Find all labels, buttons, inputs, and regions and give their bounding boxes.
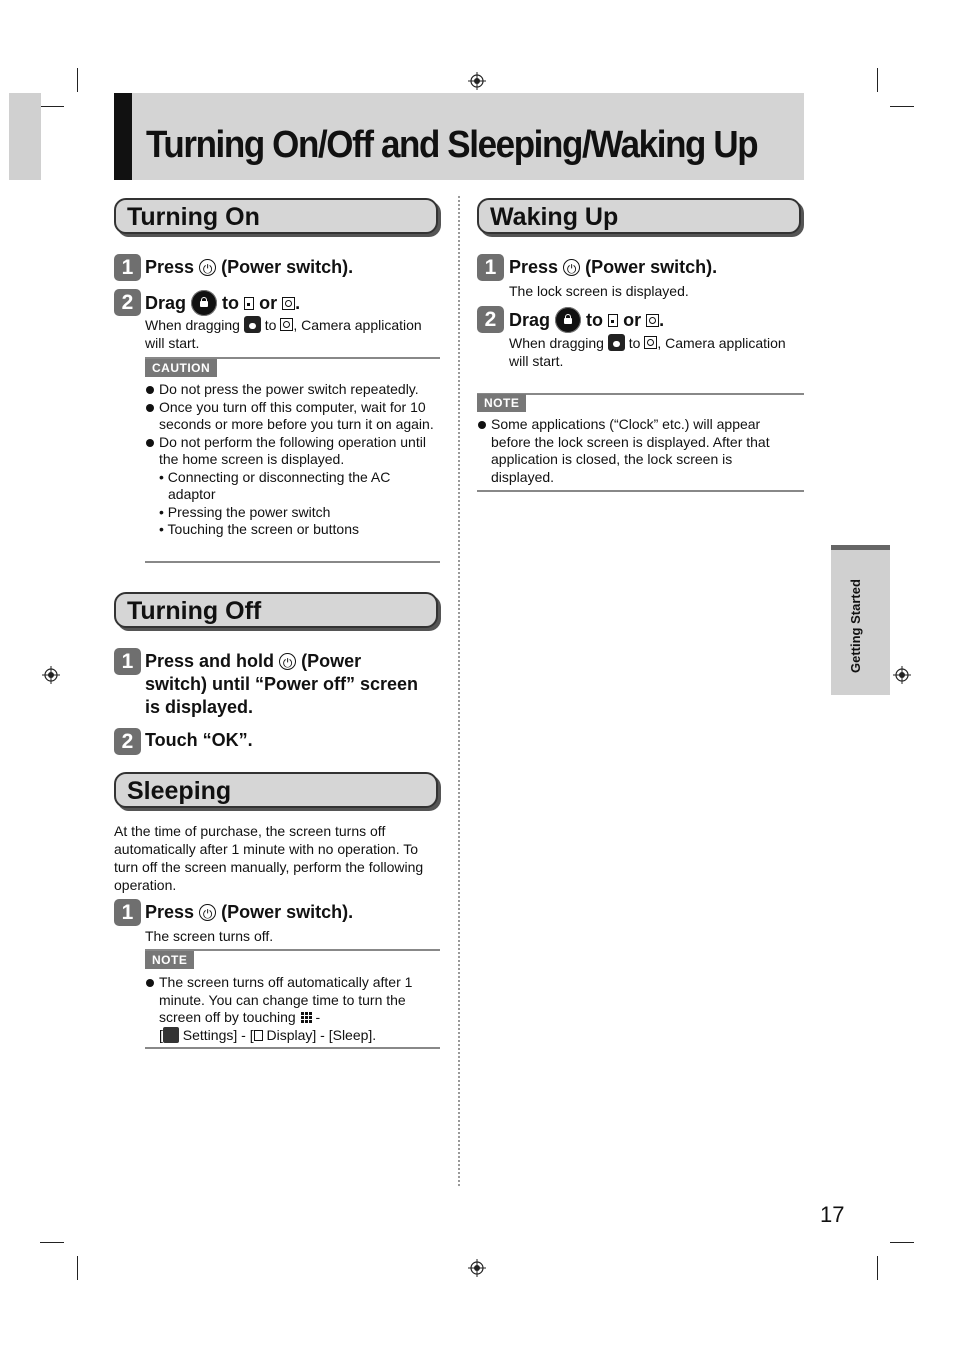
title-accent-bar bbox=[114, 93, 132, 180]
crop-mark bbox=[77, 1256, 78, 1280]
camera-icon bbox=[280, 318, 293, 331]
step-text: . bbox=[659, 310, 665, 330]
step-number: 2 bbox=[477, 306, 504, 333]
step-text: (Power switch). bbox=[221, 257, 354, 277]
step-text: (Power bbox=[301, 651, 362, 671]
power-icon bbox=[279, 653, 296, 670]
registration-mark-icon bbox=[468, 72, 486, 90]
list-item-text: The screen turns off automatically after 1 minute. You can change time to turn the screen off by touching bbox=[159, 974, 413, 1025]
step-heading bbox=[509, 256, 717, 279]
caution-label: CAUTION bbox=[145, 359, 217, 377]
step-text: Press and hold bbox=[145, 651, 275, 671]
unlock-icon bbox=[608, 314, 618, 327]
list-item-text: - bbox=[315, 1009, 321, 1025]
step-text: (Power switch). bbox=[585, 257, 718, 277]
power-icon bbox=[199, 259, 216, 276]
step-heading bbox=[145, 650, 418, 719]
sub-list-item-text: • Connecting or disconnecting the AC adaptor bbox=[159, 468, 391, 502]
settings-icon bbox=[163, 1027, 179, 1043]
crop-mark bbox=[40, 106, 64, 107]
power-icon bbox=[563, 259, 580, 276]
list-item-text: Some applications (“Clock” etc.) will appear before the lock screen is displayed. After that application is closed, the lock screen is displayed. bbox=[491, 416, 770, 485]
step-heading bbox=[145, 290, 300, 316]
step-text: is displayed. bbox=[145, 697, 254, 717]
note-list bbox=[146, 974, 440, 1044]
step-text: or bbox=[623, 310, 642, 330]
list-item-text: Display] - [Sleep]. bbox=[266, 1026, 377, 1043]
unlock-icon bbox=[244, 297, 254, 310]
step-number: 2 bbox=[114, 728, 141, 755]
step-text: switch) until “Power off” screen bbox=[145, 674, 419, 694]
list-item-text: Do not perform the following operation until the home screen is displayed. bbox=[159, 433, 426, 467]
camera-icon bbox=[644, 336, 657, 349]
note-label: NOTE bbox=[477, 394, 526, 412]
step-text: Press bbox=[145, 257, 195, 277]
step-heading bbox=[145, 256, 353, 279]
edge-tab bbox=[9, 93, 41, 180]
step-text: Drag bbox=[145, 293, 187, 313]
page-title: Turning On/Off and Sleeping/Waking Up bbox=[146, 124, 758, 166]
list-item bbox=[478, 416, 778, 486]
page-number: 17 bbox=[820, 1202, 845, 1227]
lock-icon bbox=[244, 316, 261, 333]
crop-mark bbox=[877, 1256, 878, 1280]
registration-mark-icon bbox=[893, 666, 911, 684]
section-heading-turning-off bbox=[114, 592, 438, 628]
side-tab-label: Getting Started bbox=[848, 579, 863, 673]
step-number: 1 bbox=[114, 254, 141, 281]
note-label: NOTE bbox=[145, 951, 194, 969]
body-text: to bbox=[264, 317, 277, 333]
list-item bbox=[146, 399, 440, 434]
step-number: 2 bbox=[114, 289, 141, 316]
lock-icon bbox=[191, 290, 217, 316]
display-icon bbox=[254, 1030, 263, 1041]
sub-list-item bbox=[146, 469, 440, 504]
step-heading bbox=[509, 307, 664, 333]
sub-list-item-text: • Pressing the power switch bbox=[159, 503, 331, 520]
lock-icon bbox=[555, 307, 581, 333]
step-body: The screen turns off. bbox=[145, 928, 274, 944]
camera-icon bbox=[646, 314, 659, 327]
list-item-text: Do not press the power switch repeatedly. bbox=[159, 381, 419, 397]
section-heading-text: Turning On bbox=[127, 203, 260, 231]
step-text: to bbox=[586, 310, 604, 330]
step-heading: Touch “OK”. bbox=[145, 730, 253, 750]
step-text: . bbox=[295, 293, 301, 313]
body-text: to bbox=[628, 335, 641, 351]
list-item bbox=[146, 381, 440, 399]
crop-mark bbox=[77, 68, 78, 92]
step-heading bbox=[145, 901, 353, 924]
step-body bbox=[509, 334, 801, 370]
body-text: When dragging bbox=[145, 317, 240, 333]
crop-mark bbox=[890, 1242, 914, 1243]
step-body: The lock screen is displayed. bbox=[509, 283, 689, 299]
list-item-text: Once you turn off this computer, wait for 10 seconds or more before you turn it on again. bbox=[159, 398, 434, 432]
crop-mark bbox=[890, 106, 914, 107]
sub-list-item bbox=[146, 504, 440, 522]
step-body bbox=[145, 316, 440, 352]
caution-rule-bottom bbox=[145, 561, 440, 563]
step-text: Press bbox=[509, 257, 559, 277]
section-heading-text: Sleeping bbox=[127, 777, 232, 805]
step-text: Press bbox=[145, 902, 195, 922]
body-text: , Camera application will start. bbox=[509, 335, 786, 369]
power-icon bbox=[199, 904, 216, 921]
registration-mark-icon bbox=[468, 1259, 486, 1277]
note-rule-bottom bbox=[145, 1047, 440, 1049]
registration-mark-icon bbox=[42, 666, 60, 684]
body-text: When dragging bbox=[509, 335, 604, 351]
step-text: (Power switch). bbox=[221, 902, 354, 922]
crop-mark bbox=[877, 68, 878, 92]
note-list bbox=[478, 416, 778, 486]
crop-mark bbox=[40, 1242, 64, 1243]
step-number: 1 bbox=[114, 648, 141, 675]
list-item bbox=[146, 974, 440, 1044]
step-text: to bbox=[222, 293, 240, 313]
lock-icon bbox=[608, 334, 625, 351]
list-item-text: Settings] - [ bbox=[182, 1026, 254, 1043]
sub-list-item bbox=[146, 521, 440, 539]
section-heading-turning-on bbox=[114, 198, 438, 234]
section-heading-text: Waking Up bbox=[490, 203, 619, 231]
section-heading-text: Turning Off bbox=[127, 597, 262, 625]
apps-grid-icon bbox=[300, 1011, 312, 1023]
list-item bbox=[146, 434, 440, 469]
camera-icon bbox=[282, 297, 295, 310]
caution-list bbox=[146, 381, 440, 539]
note-rule-bottom bbox=[477, 490, 804, 492]
step-number: 1 bbox=[114, 899, 141, 926]
step-text: or bbox=[259, 293, 278, 313]
section-heading-waking-up bbox=[477, 198, 801, 234]
step-number: 1 bbox=[477, 254, 504, 281]
sub-list-item-text: • Touching the screen or buttons bbox=[159, 521, 359, 537]
section-heading-sleeping bbox=[114, 772, 438, 808]
list-item-text: [ bbox=[159, 1026, 163, 1043]
body-text: , Camera application will start. bbox=[145, 317, 422, 351]
step-text: Drag bbox=[509, 310, 551, 330]
sleeping-intro: At the time of purchase, the screen turns off automatically after 1 minute with no operation. To turn off the screen manually, perform the following operation. bbox=[114, 823, 424, 893]
column-divider bbox=[458, 196, 460, 1186]
